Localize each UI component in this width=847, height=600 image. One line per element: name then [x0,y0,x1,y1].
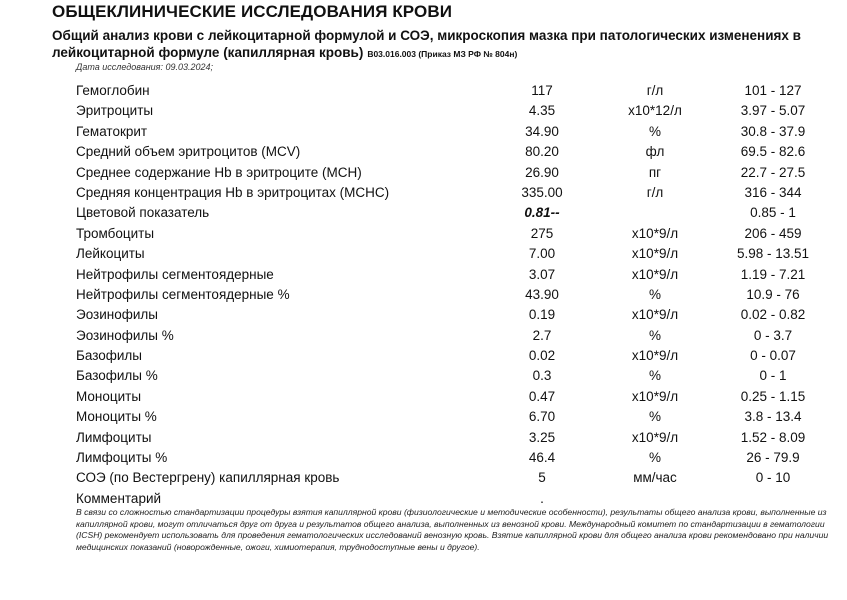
test-name: Средняя концентрация Hb в эритроцитах (MCHC) [76,184,390,200]
test-code: B03.016.003 (Приказ МЗ РФ № 804н) [367,49,518,59]
result-row [0,265,847,285]
test-value: 0.19 [528,307,556,323]
test-value: 80.20 [525,144,559,160]
test-unit: % [648,450,661,466]
test-name: Цветовой показатель [76,205,210,221]
test-value: 5 [538,470,546,486]
result-row [0,428,847,448]
test-unit: % [648,286,661,302]
test-name: Лимфоциты [76,429,152,445]
study-date: Дата исследования: 09.03.2024; [76,62,214,72]
test-value: 0.3 [532,368,552,384]
result-row [0,183,847,203]
test-value: 335.00 [521,184,563,200]
reference-range: 1.19 - 7.21 [740,266,806,282]
test-name: Базофилы [76,348,142,364]
reference-range: 30.8 - 37.9 [740,123,806,139]
test-name: Эритроциты [76,103,154,119]
test-value: 34.90 [525,123,559,139]
reference-range: 26 - 79.9 [746,450,800,466]
test-unit: пг [648,164,662,180]
result-row [0,468,847,488]
page-title: ОБЩЕКЛИНИЧЕСКИЕ ИССЛЕДОВАНИЯ КРОВИ [52,2,453,21]
result-row [0,101,847,121]
test-name: Лимфоциты % [76,450,168,466]
test-name: Лейкоциты [76,246,145,262]
result-row [0,346,847,366]
test-value: 275 [530,225,554,241]
result-row [0,203,847,223]
test-unit: x10*9/л [631,246,679,262]
test-unit: г/л [646,83,664,98]
reference-range: 22.7 - 27.5 [740,164,806,180]
result-row [0,285,847,305]
test-unit: x10*9/л [631,388,679,404]
test-subtitle [52,27,847,63]
reference-range: 10.9 - 76 [746,286,800,302]
test-value: 2.7 [532,327,552,343]
test-unit: x10*9/л [631,266,679,282]
test-value: 3.25 [528,429,556,445]
reference-range: 0.25 - 1.15 [740,388,806,404]
test-unit: % [648,409,661,425]
test-unit: % [648,123,661,139]
reference-range: 69.5 - 82.6 [740,144,806,160]
test-value: 0.47 [528,388,556,404]
test-name: Гемоглобин [76,83,150,98]
result-row [0,305,847,325]
test-value-flagged: 0.81-- [524,205,560,221]
test-unit: мм/час [633,470,677,486]
test-name: СОЭ (по Вестергрену) капиллярная кровь [76,470,340,486]
test-unit: фл [645,144,665,160]
test-name: Среднее содержание Hb в эритроците (MCH) [76,164,362,180]
test-name: Средний объем эритроцитов (MCV) [76,144,301,160]
reference-range: 0 - 3.7 [753,327,793,343]
test-name: Гематокрит [76,123,148,139]
reference-range: 316 - 344 [744,184,802,200]
test-value: 43.90 [525,286,559,302]
test-unit: % [648,368,661,384]
result-row [0,326,847,346]
test-value: 26.90 [525,164,559,180]
test-unit: % [648,327,661,343]
test-value: 0.02 [528,348,556,364]
reference-range: 101 - 127 [744,83,802,98]
reference-range: 0.02 - 0.82 [740,307,806,323]
test-value: 7.00 [528,246,556,262]
test-name: Нейтрофилы сегментоядерные % [76,286,290,302]
reference-range: 5.98 - 13.51 [736,246,810,262]
test-unit: x10*12/л [628,103,682,119]
test-unit: x10*9/л [631,307,679,323]
results-table [0,81,847,509]
test-name: Тромбоциты [76,225,155,241]
result-row [0,142,847,162]
test-unit: г/л [646,184,664,200]
reference-range: 0 - 0.07 [750,348,796,364]
test-name: Нейтрофилы сегментоядерные [76,266,274,282]
result-row [0,224,847,244]
test-value: 3.07 [528,266,556,282]
reference-range: 3.97 - 5.07 [740,103,806,119]
test-value: 6.70 [528,409,556,425]
reference-range: 1.52 - 8.09 [740,429,806,445]
test-name: Комментарий [76,490,162,506]
test-name: Моноциты % [76,409,157,425]
result-row [0,163,847,183]
result-row [0,366,847,386]
result-row [0,448,847,468]
test-value: 4.35 [528,103,556,119]
test-name: Эозинофилы [76,307,158,323]
reference-range: 206 - 459 [744,225,802,241]
result-row [0,244,847,264]
result-row [0,81,847,101]
footnote: В связи со сложностью стандартизации процедуры взятия капиллярной крови (физиологические и методические особенности), результаты общего анализа крови, выполненные из капиллярной крови, могут отличаться друг от друга и результатов общего анализа, выполненных из венозной крови. Международный комитет по стандартизации в гематологии (ICSH) рекомендует использовать для проведения гематологических исследований венозную кровь. Взятие капиллярной крови для общего анализа крови рекомендовано при наличии медицинских показаний (новорожденные, ожоги, химиотерапия, труднодоступные вены и другое). [76,507,829,552]
result-row [0,122,847,142]
test-name: Эозинофилы % [76,327,174,343]
test-name: Моноциты [76,388,142,404]
test-value: 46.4 [528,450,556,466]
test-unit: x10*9/л [631,348,679,364]
reference-range: 0.85 - 1 [750,205,796,221]
subtitle-text: Общий анализ крови с лейкоцитарной формулой и СОЭ, микроскопия мазка при патологических изменениях в лейкоцитарной формуле (капиллярная кровь) [52,28,801,60]
reference-range: 0 - 10 [755,470,791,486]
reference-range: 3.8 - 13.4 [744,409,802,425]
test-value: 117 [531,83,553,98]
test-value: . [540,490,544,506]
reference-range: 0 - 1 [759,368,787,384]
result-row [0,407,847,427]
test-unit: x10*9/л [631,429,679,445]
test-unit: x10*9/л [631,225,679,241]
test-name: Базофилы % [76,368,158,384]
result-row [0,387,847,407]
